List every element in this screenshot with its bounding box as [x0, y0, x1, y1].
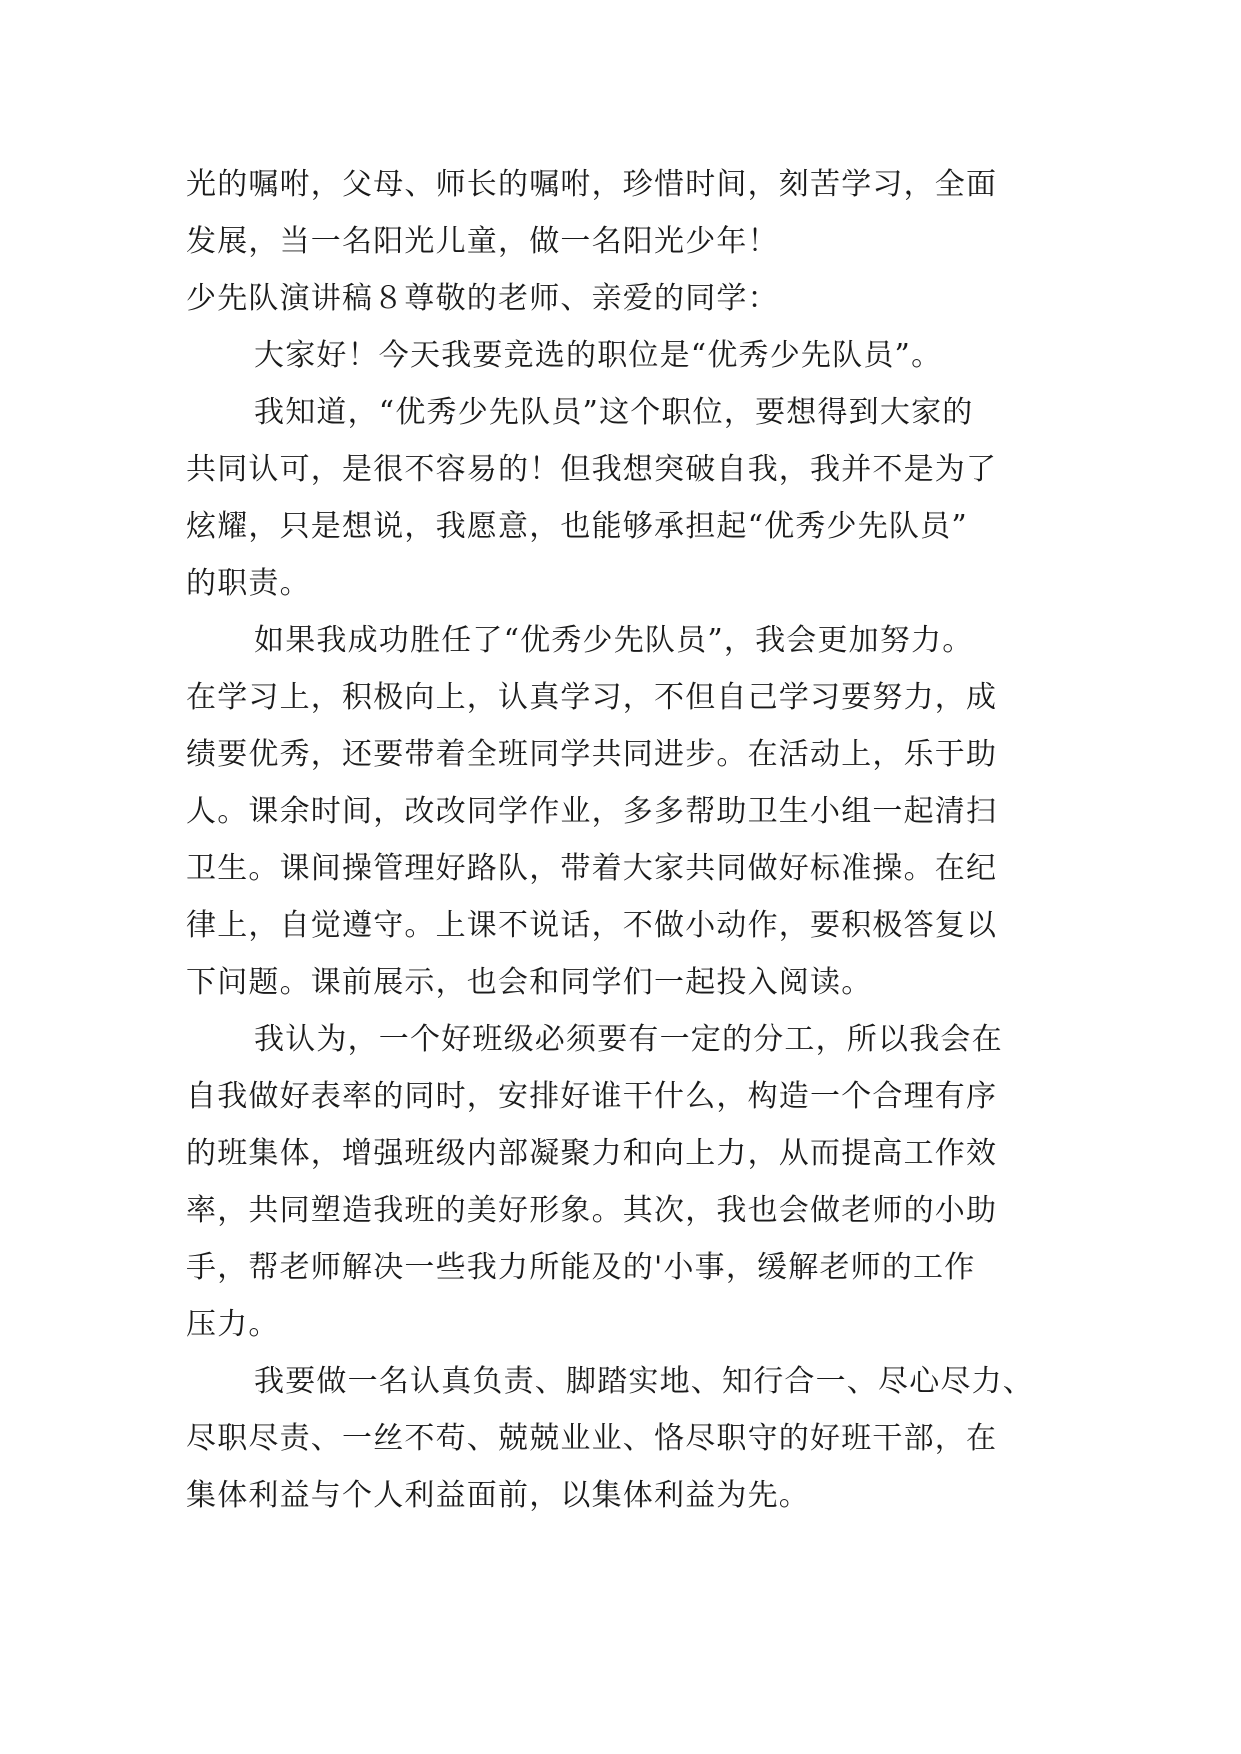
text-line: 我知道，“优秀少先队员”这个职位，要想得到大家的 — [254, 395, 974, 430]
text-line: 卫生。课间操管理好路队，带着大家共同做好标准操。在纪 — [186, 851, 998, 886]
text-line: 我要做一名认真负责、脚踏实地、知行合一、尽心尽力、 — [254, 1364, 1034, 1399]
text-line: 下问题。课前展示，也会和同学们一起投入阅读。 — [186, 965, 873, 1000]
section-heading: 少先队演讲稿８尊敬的老师、亲爱的同学： — [186, 281, 779, 316]
text-line: 率，共同塑造我班的美好形象。其次，我也会做老师的小助 — [186, 1193, 998, 1228]
text-line: 集体利益与个人利益面前，以集体利益为先。 — [186, 1478, 810, 1513]
text-line: 压力。 — [186, 1307, 280, 1342]
text-line: 绩要优秀，还要带着全班同学共同进步。在活动上，乐于助 — [186, 737, 998, 772]
text-line: 自我做好表率的同时，安排好谁干什么，构造一个合理有序 — [186, 1079, 998, 1114]
text-line: 共同认可，是很不容易的！但我想突破自我，我并不是为了 — [186, 452, 998, 487]
text-line: 人。课余时间，改改同学作业，多多帮助卫生小组一起清扫 — [186, 794, 998, 829]
text-line: 手，帮老师解决一些我力所能及的'小事，缓解老师的工作 — [186, 1250, 976, 1285]
text-line: 的职责。 — [186, 566, 311, 601]
text-line: 我认为，一个好班级必须要有一定的分工，所以我会在 — [254, 1022, 1003, 1057]
text-line: 律上，自觉遵守。上课不说话，不做小动作，要积极答复以 — [186, 908, 998, 943]
text-line: 大家好！今天我要竞选的职位是“优秀少先队员”。 — [254, 338, 943, 373]
text-line: 炫耀，只是想说，我愿意，也能够承担起“优秀少先队员” — [186, 509, 968, 544]
document-body — [186, 156, 1058, 1524]
text-line: 如果我成功胜任了“优秀少先队员”，我会更加努力。 — [254, 623, 974, 658]
text-line: 发展，当一名阳光儿童，做一名阳光少年！ — [186, 224, 779, 259]
text-line: 的班集体，增强班级内部凝聚力和向上力，从而提高工作效 — [186, 1136, 998, 1171]
text-line: 在学习上，积极向上，认真学习，不但自己学习要努力，成 — [186, 680, 998, 715]
text-line: 尽职尽责、一丝不苟、兢兢业业、恪尽职守的好班干部，在 — [186, 1421, 998, 1456]
text-line: 光的嘱咐，父母、师长的嘱咐，珍惜时间，刻苦学习，全面 — [186, 167, 998, 202]
